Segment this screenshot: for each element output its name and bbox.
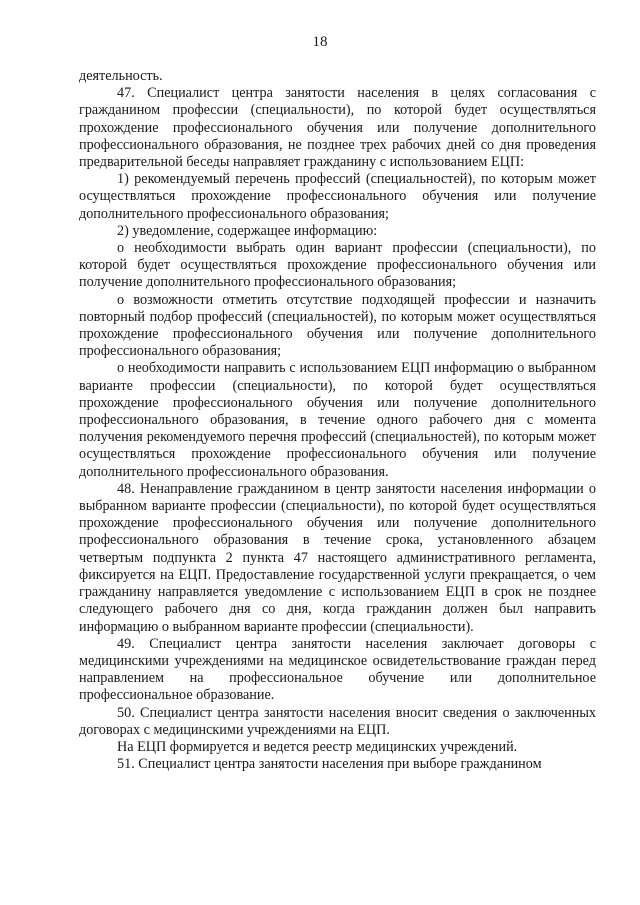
page-number: 18 [312,34,328,50]
paragraph-item-47-2-c: о необходимости направить с использованием ЕЦП информацию о выбранном варианте профессии (специальности), по которой будет осуществляться прохождение профессионального обучения или получение дополнительного профессионального образования, в течение одного рабочего дня с момента получения рекомендуемого перечня профессий (специальностей), по которым может осуществляться прохождение профессионального обучения или получение дополнительного профессионального образования. [79,360,596,480]
paragraph-item-49: 49. Специалист центра занятости населения заключает договоры с медицинскими учреждениями на медицинское освидетельствование граждан перед направлением на профессиональное обучение или дополнительное профессиональное образование. [79,635,596,704]
paragraph-item-51: 51. Специалист центра занятости населения при выборе гражданином [117,756,542,773]
paragraph-continuation: деятельность. [79,68,163,84]
paragraph-item-50-registry: На ЕЦП формируется и ведется реестр медицинских учреждений. [117,738,518,755]
document-body [79,68,596,773]
paragraph-item-47-2-b: о возможности отметить отсутствие подходящей профессии и назначить повторный подбор профессий (специальностей), по которым может осуществляться прохождение профессионального обучения или получение дополнительного профессионального образования; [79,291,596,360]
paragraph-item-47-2: 2) уведомление, содержащее информацию: [117,222,378,239]
paragraph-item-47-1: 1) рекомендуемый перечень профессий (специальностей), по которым может осуществляться прохождение профессионального обучения или получение дополнительного профессионального образования; [79,171,596,222]
paragraph-item-47: 47. Специалист центра занятости населения в целях согласования с гражданином профессии (специальности), по которой будет осуществляться прохождение профессионального обучения или получение дополнительного профессионального образования, не позднее трех рабочих дней со дня проведения предварительной беседы направляет гражданину с использованием ЕЦП: [79,85,596,171]
paragraph-item-48: 48. Ненаправление гражданином в центр занятости населения информации о выбранном варианте профессии (специальности), по которой будет осуществляться прохождение профессионального обучения или получение дополнительного профессионального образования в течение срока, установленного абзацем четвертым подпункта 2 пункта 47 настоящего административного регламента, фиксируется на ЕЦП. Предоставление государственной услуги прекращается, о чем гражданину направляется уведомление с использованием ЕЦП в срок не позднее следующего рабочего дня со дня, когда гражданин должен был направить информацию о выбранном варианте профессии (специальности). [79,480,596,635]
paragraph-item-47-2-a: о необходимости выбрать один вариант профессии (специальности), по которой будет осуществляться прохождение профессионального обучения или получение дополнительного профессионального образования; [79,240,596,291]
paragraph-item-50: 50. Специалист центра занятости населения вносит сведения о заключенных договорах с медицинскими учреждениями на ЕЦП. [79,704,596,738]
